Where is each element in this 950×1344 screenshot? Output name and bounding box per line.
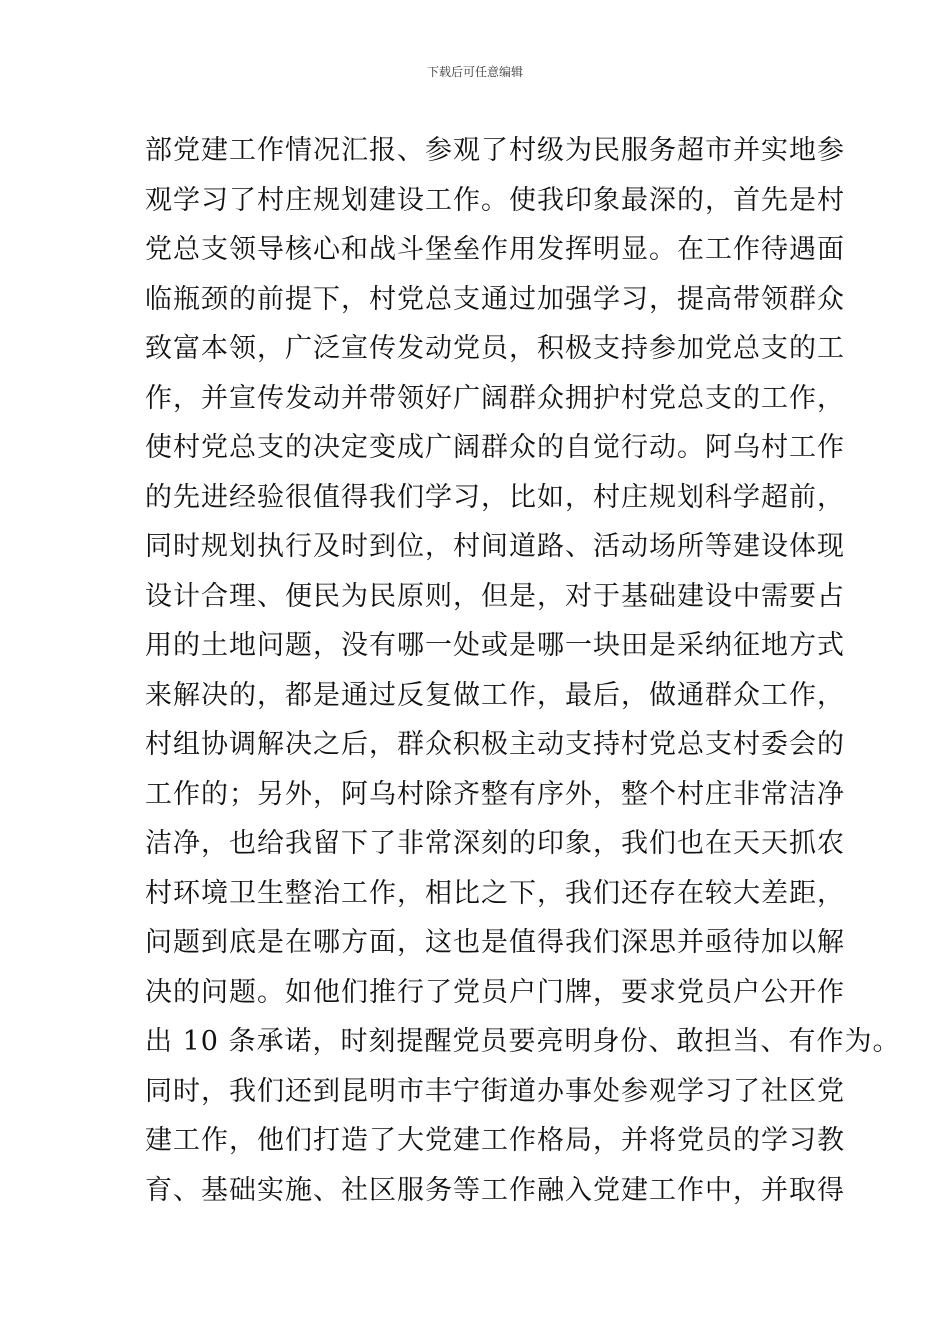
text-line: 用的土地问题，没有哪一处或是哪一块田是采纳征地方式 [145,630,845,661]
text-line: 观学习了村庄规划建设工作。使我印象最深的，首先是村 [145,184,845,216]
text-line: 同时规划执行及时到位，村间道路、活动场所等建设体现 [145,531,845,562]
document-body [145,126,901,1215]
text-line: 来解决的，都是通过反复做工作，最后，做通群众工作， [145,679,845,711]
text-line: 问题到底是在哪方面，这也是值得我们深思并亟待加以解 [145,927,845,958]
text-line: 村环境卫生整治工作，相比之下，我们还存在较大差距， [145,877,845,909]
text-line: 作，并宣传发动并带领好广阔群众拥护村党总支的工作， [145,382,845,414]
page-header: 下载后可任意编辑 [426,65,523,79]
text-line: 育、基础实施、社区服务等工作融入党建工作中，并取得 [145,1174,845,1206]
text-line: 使村党总支的决定变成广阔群众的自觉行动。阿乌村工作 [145,432,845,463]
text-line: 的先进经验很值得我们学习，比如，村庄规划科学超前， [145,481,845,513]
text-line: 村组协调解决之后，群众积极主动支持村党总支村委会的 [145,729,845,760]
text-line: 致富本领，广泛宣传发动党员，积极支持参加党总支的工 [145,333,845,364]
text-line: 设计合理、便民为民原则，但是，对于基础建设中需要占 [145,580,845,612]
text-line: 建工作，他们打造了大党建工作格局，并将党员的学习教 [145,1125,845,1156]
text-line: 工作的；另外，阿乌村除齐整有序外，整个村庄非常洁净 [145,778,845,810]
text-line: 临瓶颈的前提下，村党总支通过加强学习，提高带领群众 [145,283,845,315]
text-line: 部党建工作情况汇报、参观了村级为民服务超市并实地参 [145,135,845,166]
text-line: 党总支领导核心和战斗堡垒作用发挥明显。在工作待遇面 [145,234,845,265]
text-line: 洁净，也给我留下了非常深刻的印象，我们也在天天抓农 [145,828,845,859]
text-line: 同时，我们还到昆明市丰宁街道办事处参观学习了社区党 [145,1075,845,1107]
text-line: 出 10 条承诺，时刻提醒党员要亮明身份、敢担当、有作为。 [145,1026,901,1057]
text-line: 决的问题。如他们推行了党员户门牌，要求党员户公开作 [145,976,845,1008]
